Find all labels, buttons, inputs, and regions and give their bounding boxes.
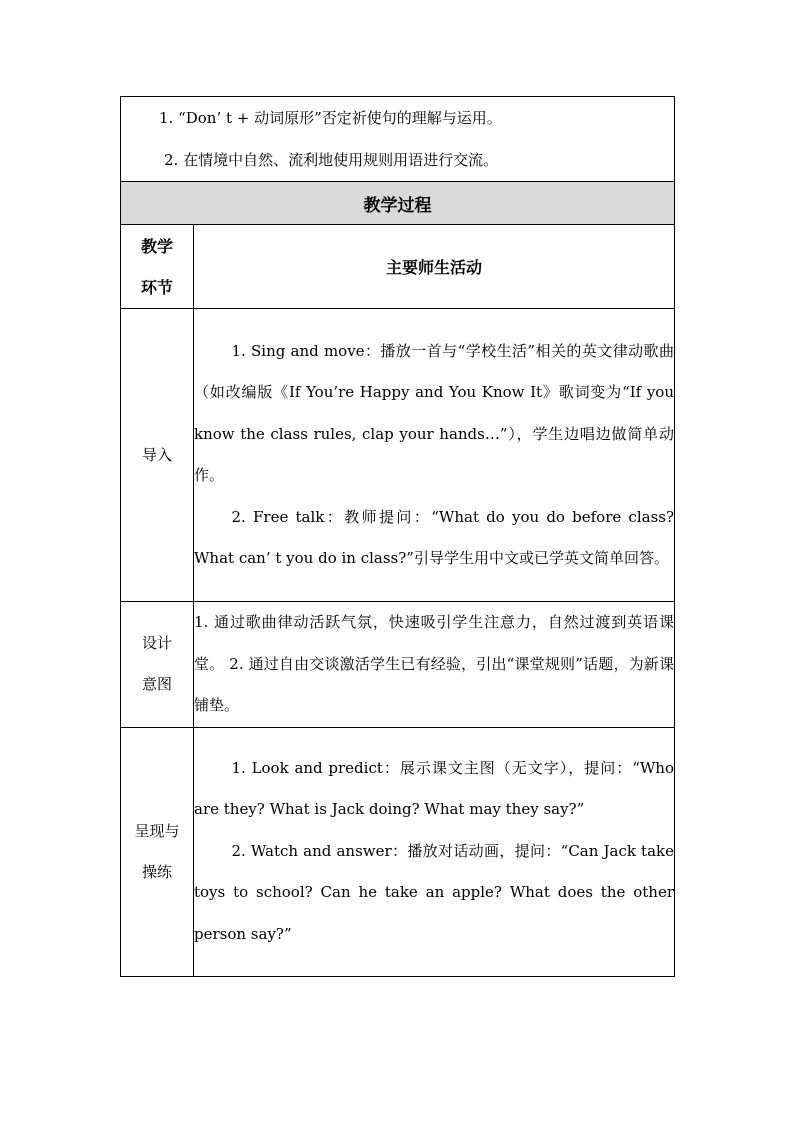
intent-content <box>194 602 675 728</box>
activity-paragraph: 1. Sing and move：播放一首与“学校生活”相关的英文律动歌曲（如改编版《If You’re Happy and You Know It》歌词变为“If you know the class rules, clap your hands…”），学生边唱边做简单动作。 <box>194 341 674 484</box>
stage-label-line: 意图 <box>141 675 172 694</box>
intro-row <box>121 309 675 602</box>
intro-content <box>194 309 675 602</box>
stage-column-header <box>121 225 194 309</box>
process-header-row <box>121 182 675 225</box>
process-header: 教学过程 <box>121 182 675 225</box>
lesson-plan-table <box>120 96 675 977</box>
stage-label <box>121 602 194 728</box>
stage-label <box>121 727 194 976</box>
activity-paragraph: 2. Watch and answer：播放对话动画，提问：“Can Jack take toys to school? Can he take an apple? What does the other person say?” <box>194 841 674 943</box>
present-row <box>121 727 675 976</box>
objective-item: 2. 在情境中自然、流利地使用规则用语进行交流。 <box>164 151 499 169</box>
stage-label-line: 设计 <box>141 634 172 653</box>
stage-header-line: 环节 <box>140 277 173 297</box>
activities-column-header: 主要师生活动 <box>194 225 675 309</box>
stage-label: 导入 <box>121 309 194 602</box>
intent-paragraph: 1. 通过歌曲律动活跃气氛，快速吸引学生注意力，自然过渡到英语课堂。 2. 通过自由交谈激活学生已有经验，引出“课堂规则”话题，为新课铺垫。 <box>194 613 674 714</box>
objectives-cell <box>121 97 675 182</box>
present-content <box>194 727 675 976</box>
activity-paragraph: 2. Free talk：教师提问：“What do you do before class? What can’ t you do in class?”引导学生用中文或已学英文简单回答。 <box>194 507 674 567</box>
stage-label-line: 操练 <box>141 862 172 881</box>
stage-header-line: 教学 <box>140 236 173 256</box>
activity-paragraph: 1. Look and predict：展示课文主图（无文字），提问：“Who are they? What is Jack doing? What may they say?” <box>194 758 674 819</box>
column-header-row <box>121 225 675 309</box>
intent-row <box>121 602 675 728</box>
stage-label-line: 呈现与 <box>134 821 180 840</box>
objective-item: 1. “Don’ t + 动词原形”否定祈使句的理解与运用。 <box>159 109 502 127</box>
objectives-row <box>121 97 675 182</box>
